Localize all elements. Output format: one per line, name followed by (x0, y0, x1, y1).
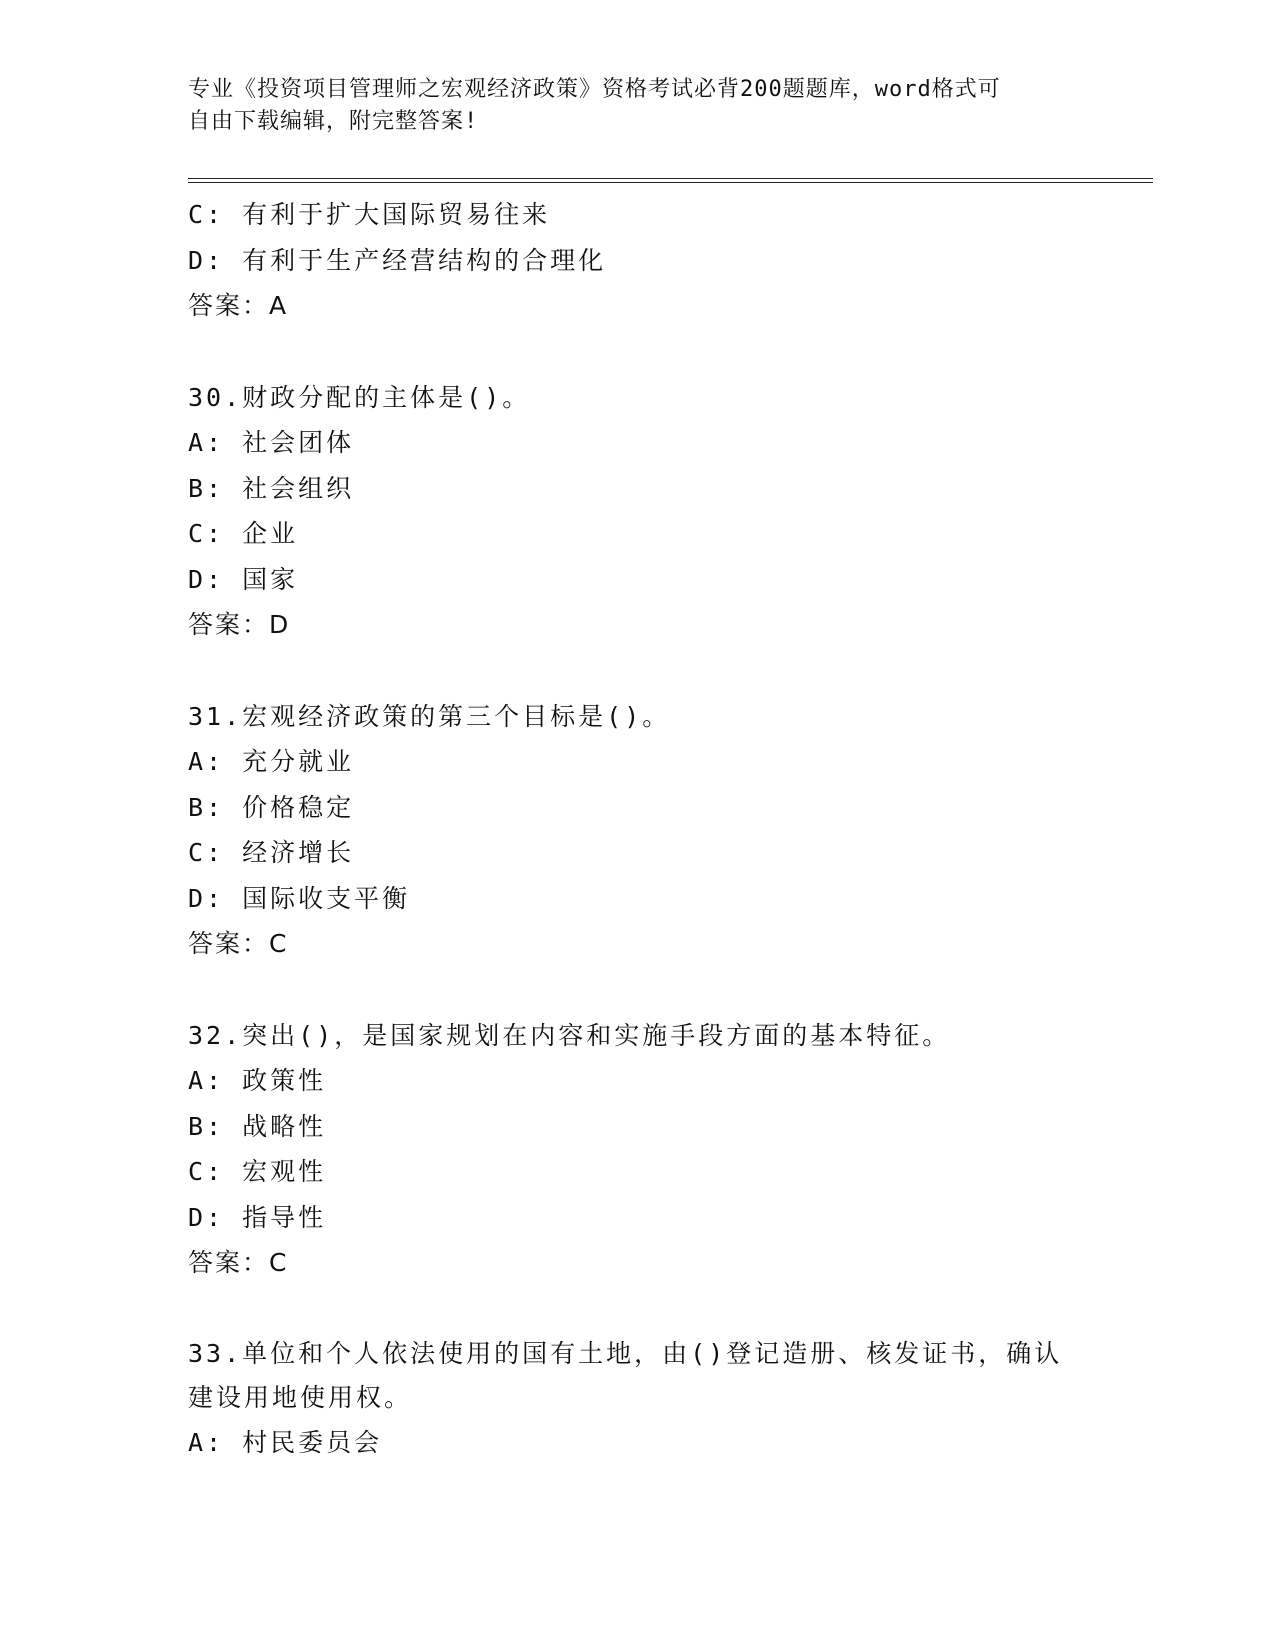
option-c: C: 有利于扩大国际贸易往来 (188, 200, 551, 229)
answer-line: 答案：D (188, 610, 291, 639)
header-title-line-2: 自由下载编辑，附完整答案! (188, 109, 479, 134)
option-c: C: 宏观性 (188, 1157, 327, 1186)
spacer (188, 329, 1088, 375)
question-31 (188, 694, 1088, 967)
option-a: A: 充分就业 (188, 747, 355, 776)
document-header (188, 74, 1088, 138)
question-text: 33.单位和个人依法使用的国有土地，由()登记造册、核发证书，确认建设用地使用权。 (188, 1338, 1063, 1412)
answer-line: 答案：A (188, 291, 289, 320)
header-divider-bottom (188, 182, 1153, 183)
header-divider-top (188, 178, 1153, 179)
option-c: C: 经济增长 (188, 838, 355, 867)
option-a: A: 政策性 (188, 1066, 327, 1095)
question-list (188, 192, 1088, 1465)
option-d: D: 国际收支平衡 (188, 883, 411, 913)
option-d: D: 国家 (188, 564, 299, 594)
spacer (188, 967, 1088, 1013)
answer-line: 答案：C (188, 929, 289, 958)
option-d: D: 指导性 (188, 1202, 327, 1232)
spacer (188, 1286, 1088, 1332)
option-a: A: 社会团体 (188, 428, 355, 457)
question-text: 30.财政分配的主体是()。 (188, 382, 531, 412)
header-title-line-1: 专业《投资项目管理师之宏观经济政策》资格考试必背200题题库，word格式可 (188, 77, 1001, 102)
answer-line: 答案：C (188, 1248, 289, 1277)
option-a: A: 村民委员会 (188, 1427, 383, 1457)
question-32 (188, 1013, 1088, 1286)
question-text: 32.突出()，是国家规划在内容和实施手段方面的基本特征。 (188, 1020, 951, 1050)
spacer (188, 648, 1088, 694)
question-29-continued (188, 192, 1088, 329)
question-text: 31.宏观经济政策的第三个目标是()。 (188, 701, 671, 731)
question-33 (188, 1332, 1088, 1466)
option-d: D: 有利于生产经营结构的合理化 (188, 245, 607, 275)
option-c: C: 企业 (188, 519, 299, 548)
option-b: B: 社会组织 (188, 473, 355, 503)
option-b: B: 价格稳定 (188, 792, 355, 822)
question-30 (188, 375, 1088, 648)
option-b: B: 战略性 (188, 1111, 327, 1141)
